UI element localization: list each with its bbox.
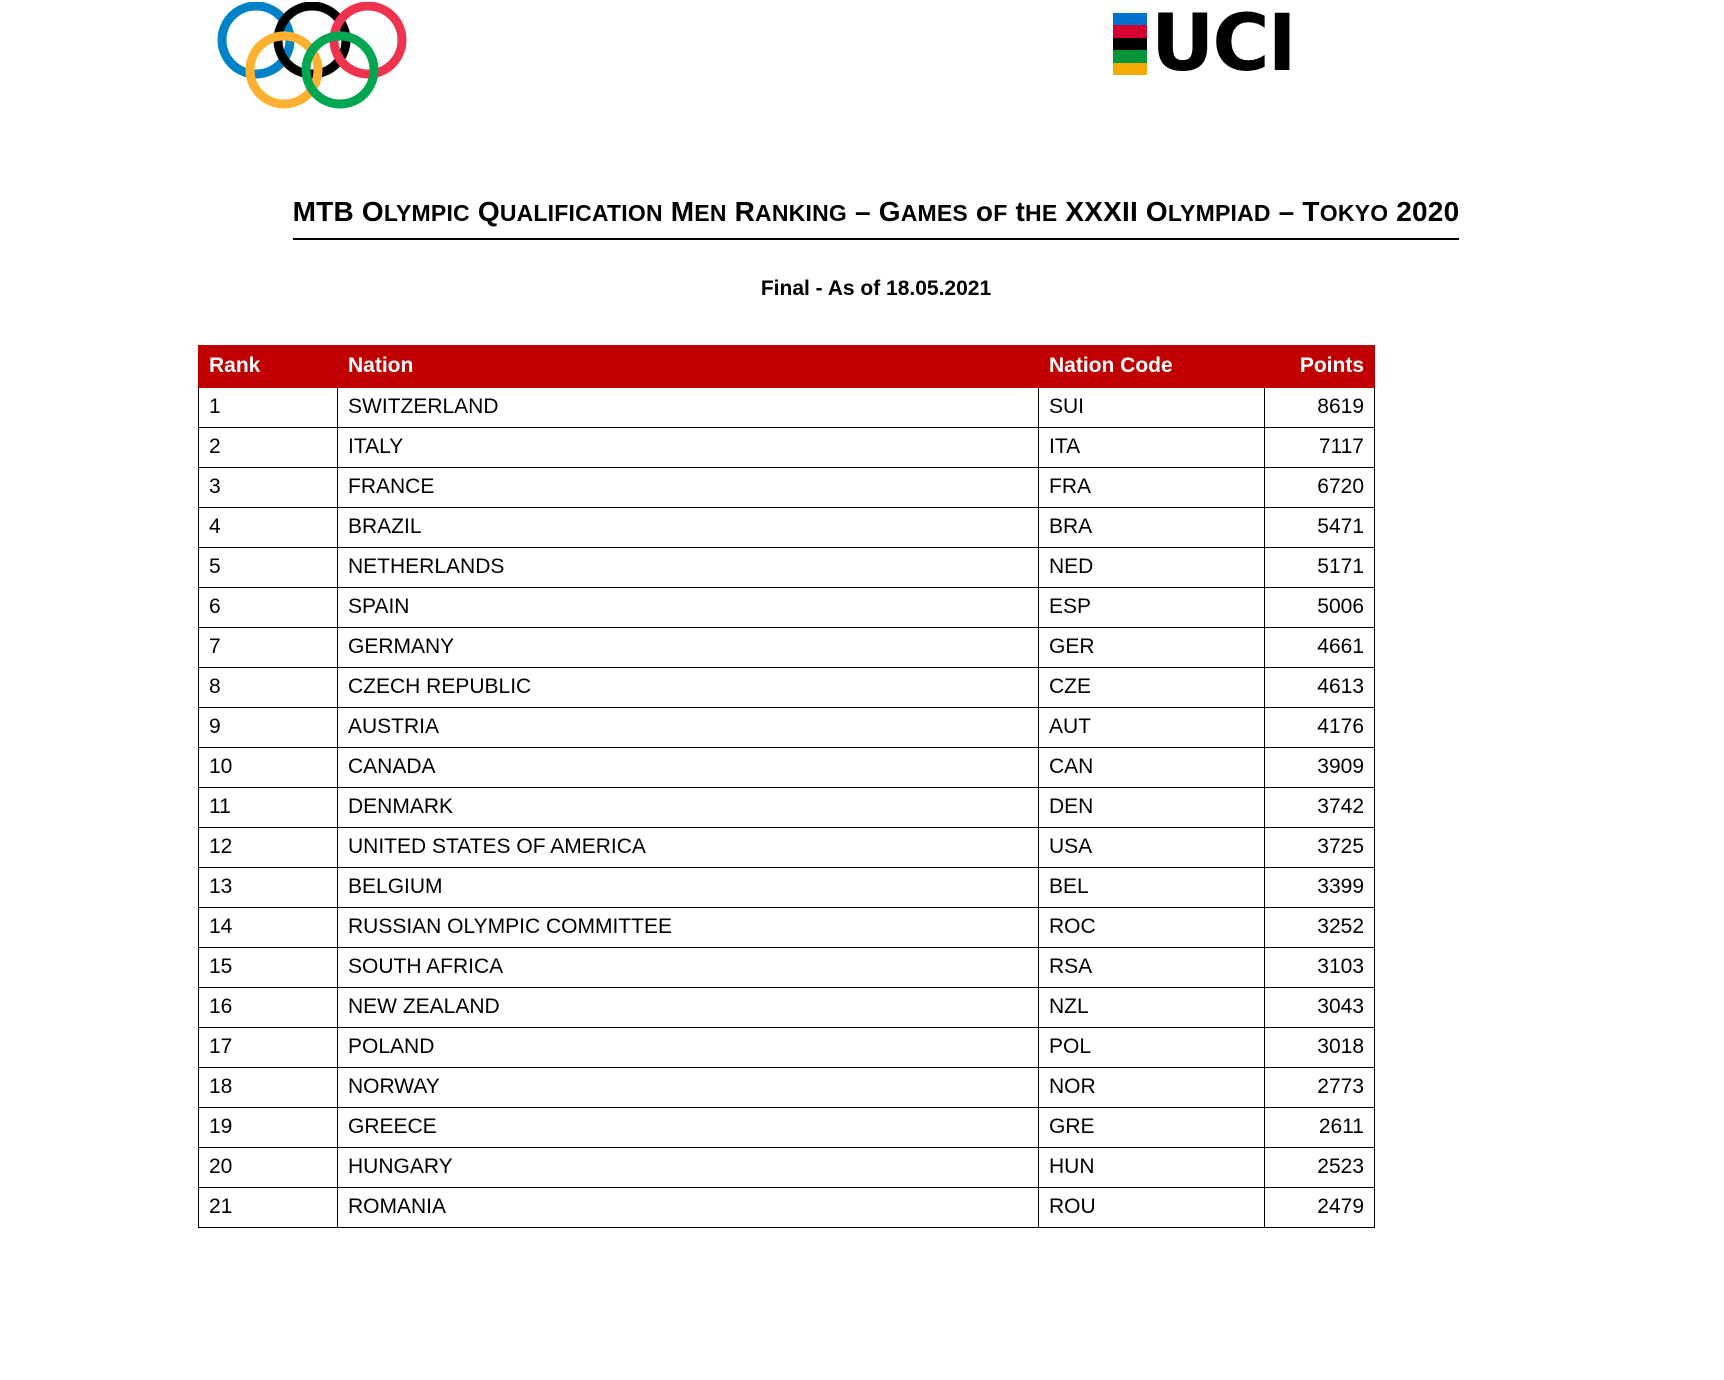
column-header-rank: Rank [199,346,338,388]
cell-nation: NETHERLANDS [338,548,1039,588]
olympic-rings-icon [214,2,454,110]
ranking-table-wrap [198,345,1374,1228]
cell-nation: POLAND [338,1028,1039,1068]
table-row [199,708,1375,748]
cell-rank: 14 [199,908,338,948]
cell-nation-code: ROC [1039,908,1265,948]
table-row [199,908,1375,948]
cell-points: 3399 [1265,868,1375,908]
cell-nation: SOUTH AFRICA [338,948,1039,988]
cell-nation-code: NOR [1039,1068,1265,1108]
ranking-table [198,345,1375,1228]
cell-nation-code: HUN [1039,1148,1265,1188]
cell-nation: SWITZERLAND [338,388,1039,428]
cell-nation: RUSSIAN OLYMPIC COMMITTEE [338,908,1039,948]
table-row [199,668,1375,708]
cell-rank: 8 [199,668,338,708]
logo-header [0,0,1724,130]
cell-nation: DENMARK [338,788,1039,828]
cell-nation: ITALY [338,428,1039,468]
cell-nation: NORWAY [338,1068,1039,1108]
table-row [199,1108,1375,1148]
cell-points: 3043 [1265,988,1375,1028]
cell-nation: GERMANY [338,628,1039,668]
column-header-nation: Nation [338,346,1039,388]
cell-nation: CANADA [338,748,1039,788]
cell-rank: 21 [199,1188,338,1228]
cell-points: 4661 [1265,628,1375,668]
cell-points: 3252 [1265,908,1375,948]
cell-nation: SPAIN [338,588,1039,628]
table-row [199,388,1375,428]
table-row [199,468,1375,508]
table-row [199,428,1375,468]
cell-nation-code: ESP [1039,588,1265,628]
cell-nation-code: SUI [1039,388,1265,428]
cell-nation-code: RSA [1039,948,1265,988]
cell-points: 3742 [1265,788,1375,828]
cell-nation-code: POL [1039,1028,1265,1068]
cell-nation: AUSTRIA [338,708,1039,748]
cell-rank: 15 [199,948,338,988]
cell-nation: NEW ZEALAND [338,988,1039,1028]
cell-rank: 4 [199,508,338,548]
table-row [199,788,1375,828]
cell-points: 3909 [1265,748,1375,788]
cell-rank: 13 [199,868,338,908]
table-body [199,388,1375,1228]
page-title: MTB OLYMPIC QUALIFICATION MEN RANKING – GAMES oF tHE XXXII OLYMPIAD – TOKYO 2020 [293,196,1460,240]
cell-nation-code: AUT [1039,708,1265,748]
cell-nation-code: BRA [1039,508,1265,548]
cell-points: 4176 [1265,708,1375,748]
cell-points: 3103 [1265,948,1375,988]
cell-nation-code: GER [1039,628,1265,668]
cell-points: 2523 [1265,1148,1375,1188]
cell-nation-code: BEL [1039,868,1265,908]
table-row [199,628,1375,668]
cell-nation: ROMANIA [338,1188,1039,1228]
cell-points: 2479 [1265,1188,1375,1228]
cell-nation: HUNGARY [338,1148,1039,1188]
cell-rank: 20 [199,1148,338,1188]
cell-rank: 16 [199,988,338,1028]
cell-points: 4613 [1265,668,1375,708]
cell-nation-code: NED [1039,548,1265,588]
table-row [199,1028,1375,1068]
cell-points: 3018 [1265,1028,1375,1068]
table-row [199,748,1375,788]
column-header-points: Points [1265,346,1375,388]
cell-points: 5006 [1265,588,1375,628]
cell-points: 5471 [1265,508,1375,548]
cell-rank: 9 [199,708,338,748]
cell-nation: BELGIUM [338,868,1039,908]
cell-nation-code: GRE [1039,1108,1265,1148]
cell-nation: FRANCE [338,468,1039,508]
cell-nation-code: ROU [1039,1188,1265,1228]
table-row [199,1188,1375,1228]
cell-rank: 18 [199,1068,338,1108]
table-row [199,548,1375,588]
cell-rank: 10 [199,748,338,788]
table-row [199,948,1375,988]
cell-nation: CZECH REPUBLIC [338,668,1039,708]
cell-nation-code: ITA [1039,428,1265,468]
cell-points: 5171 [1265,548,1375,588]
cell-rank: 3 [199,468,338,508]
table-row [199,828,1375,868]
uci-color-bars [1113,13,1147,75]
cell-nation-code: FRA [1039,468,1265,508]
table-row [199,1148,1375,1188]
table-row [199,988,1375,1028]
cell-rank: 5 [199,548,338,588]
cell-points: 2611 [1265,1108,1375,1148]
cell-points: 7117 [1265,428,1375,468]
cell-rank: 2 [199,428,338,468]
table-header-row [199,346,1375,388]
cell-nation-code: NZL [1039,988,1265,1028]
uci-wordmark: UCI [1151,0,1295,89]
cell-rank: 12 [199,828,338,868]
table-row [199,588,1375,628]
page-title-wrap [196,196,1556,240]
cell-nation-code: CAN [1039,748,1265,788]
table-row [199,1068,1375,1108]
cell-nation: BRAZIL [338,508,1039,548]
page-subtitle: Final - As of 18.05.2021 [760,277,992,300]
cell-nation-code: USA [1039,828,1265,868]
cell-rank: 19 [199,1108,338,1148]
column-header-nation-code: Nation Code [1039,346,1265,388]
cell-points: 8619 [1265,388,1375,428]
cell-rank: 1 [199,388,338,428]
uci-logo [1113,0,1363,88]
cell-nation: UNITED STATES OF AMERICA [338,828,1039,868]
cell-nation-code: DEN [1039,788,1265,828]
table-row [199,508,1375,548]
cell-rank: 11 [199,788,338,828]
cell-rank: 6 [199,588,338,628]
cell-points: 2773 [1265,1068,1375,1108]
cell-points: 6720 [1265,468,1375,508]
cell-rank: 17 [199,1028,338,1068]
cell-points: 3725 [1265,828,1375,868]
cell-rank: 7 [199,628,338,668]
cell-nation-code: CZE [1039,668,1265,708]
table-row [199,868,1375,908]
cell-nation: GREECE [338,1108,1039,1148]
